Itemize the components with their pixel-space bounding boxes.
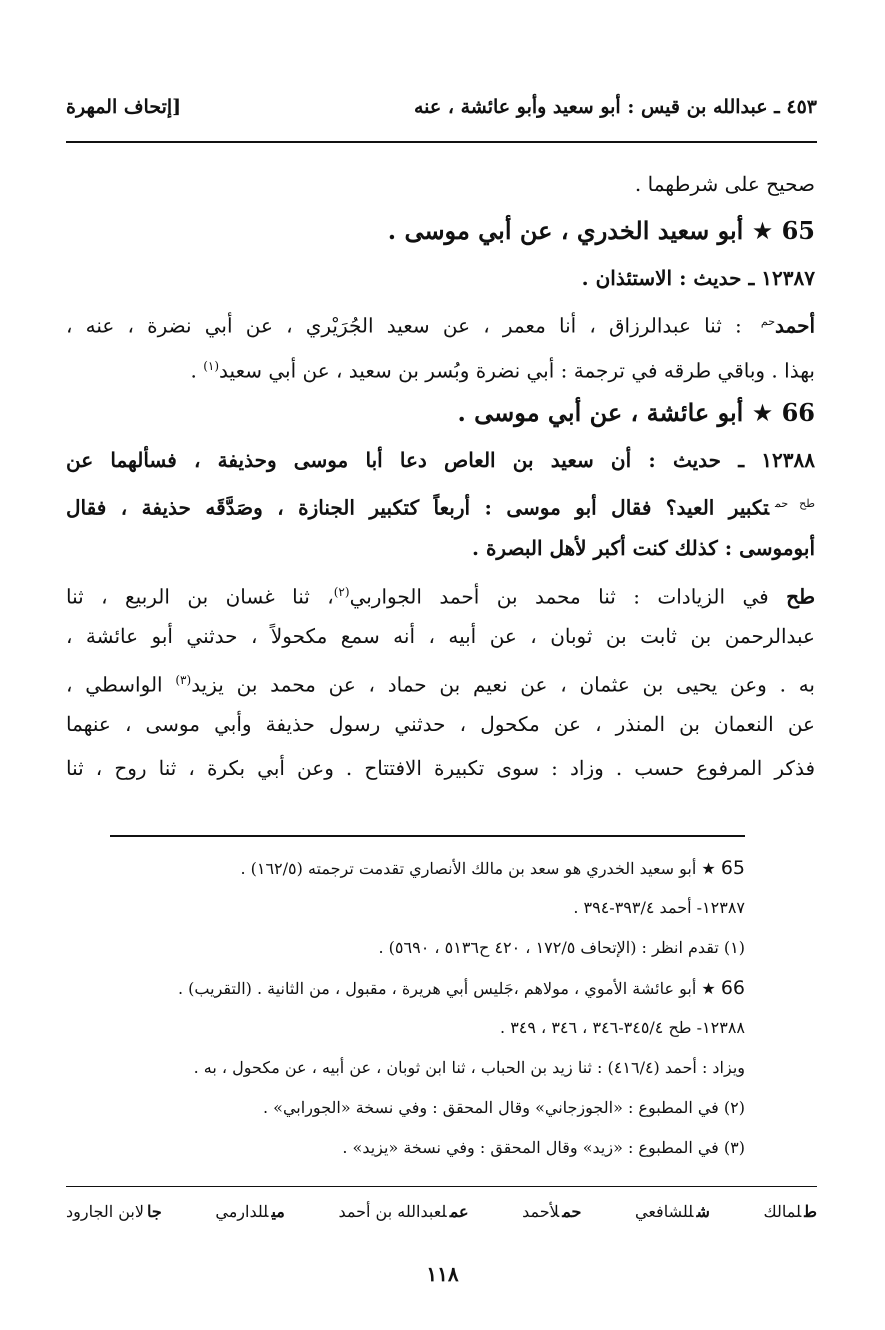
paragraph-line: عن النعمان بن المنذر ، عن مكحول ، حدثني رسول حذيفة وأبي موسى ، عنهما [66,712,815,736]
star-icon: ★ [751,217,774,245]
legend-item [338,1202,468,1221]
entry-title: أبو عائشة ، عن أبي موسى . [457,398,744,427]
source-name: أحمد [775,313,815,338]
legend-abbr: مي [271,1201,285,1221]
footnote: ١٢٣٨٧- أحمد ٣٩٣/٤-٣٩٤ . [573,898,745,917]
footnote-text: أبو عائشة الأموي ، مولاهم ،جَليس أبي هريرة ، مقبول ، من الثانية . (التقريب) . [177,979,697,998]
text-line: صحيح على شرطهما . [634,172,815,196]
legend-item [763,1202,817,1221]
footnote [100,968,745,1008]
hadith-text-line [66,300,815,344]
entry-number: 65 [781,216,815,245]
main-text [66,162,815,790]
footnote: ويزاد : أحمد (٤١٦/٤) : ثنا زيد بن الحباب ، ثنا ابن ثوبان ، عن أبيه ، عن مكحول ، به . [193,1058,745,1077]
running-header [66,92,817,122]
header-book-title: [إتحاف المهرة [66,96,182,118]
entry-number: 65 [720,857,745,879]
footnote: (١) تقدم انظر : (الإتحاف ١٧٢/٥ ، ٤٢٠ ح٥١٣٦ ، ٥٦٩٠) . [378,938,745,957]
legend-abbr: عم [449,1201,469,1221]
hadith-title-12387: ١٢٣٨٧ ـ حديث : الاستئذان . [581,266,815,290]
hadith-text-line: أبوموسى : كذلك كنت أكبر لأهل البصرة . [472,536,815,560]
legend-item [522,1202,581,1221]
hadith-text: تكبير العيد؟ فقال أبو موسى : أربعاً كتكبير الجنازة ، وصَدَّقَه حذيفة ، فقال [66,495,769,520]
paragraph-line [66,658,815,702]
entry-number: 66 [781,398,815,427]
legend-abbr: جا [146,1201,162,1221]
legend-item [66,1202,162,1221]
star-icon: ★ [701,979,716,998]
legend-divider [66,1186,817,1187]
footnote: (٣) في المطبوع : «زيد» وقال المحقق : وفي نسخة «يزيد» . [342,1138,745,1157]
paragraph-text: ، ثنا غسان بن الربيع ، ثنا [66,584,334,609]
legend-item [635,1202,710,1221]
source-mark: حم [760,315,776,328]
header-divider [66,141,817,143]
source-mark: طح حم [775,497,815,510]
legend-label: للشافعي [635,1201,694,1221]
paragraph-text: به . وعن يحيى بن عثمان ، عن نعيم بن حماد ، عن محمد بن يزيد [191,672,815,697]
hadith-text-line [66,482,815,526]
paragraph-line [66,570,815,614]
legend-label: لابن الجارود [66,1201,144,1221]
star-icon: ★ [701,859,716,878]
header-chapter-title: ٤٥٣ ـ عبدالله بن قيس : أبو سعيد وأبو عائشة ، عنه [413,96,817,118]
hadith-text: : ثنا عبدالرزاق ، أنا معمر ، عن سعيد الجُرَيْري ، عن أبي نضرة ، عنه ، [66,313,755,338]
abbreviation-legend [66,1194,817,1228]
paragraph-line: فذكر المرفوع حسب . وزاد : سوى تكبيرة الافتتاح . وعن أبي بكرة ، ثنا روح ، ثنا [66,756,815,780]
footnote [100,848,745,888]
star-icon: ★ [751,399,774,427]
hadith-text: . [190,358,204,383]
page-number: ١١٨ [426,1262,459,1286]
legend-label: للدارمي [215,1201,269,1221]
legend-abbr: ط [804,1201,817,1221]
legend-abbr: حم [562,1201,582,1221]
paragraph-line: عبدالرحمن بن ثابت بن ثوبان ، عن أبيه ، أنه سمع مكحولاً ، حدثني أبو عائشة ، [66,624,815,648]
legend-label: لعبدالله بن أحمد [338,1201,447,1221]
legend-item [215,1202,284,1221]
entry-number: 66 [720,977,745,999]
hadith-title-12388: ١٢٣٨٨ ـ حديث : أن سعيد بن العاص دعا أبا موسى وحذيفة ، فسألهما عن [66,448,815,472]
footnote-ref: (٣) [175,673,192,687]
footnote-text: أبو سعيد الخدري هو سعد بن مالك الأنصاري تقدمت ترجمته (١٦٢/٥) . [240,859,697,878]
footnotes [100,848,745,1168]
source-name: طح [786,584,815,609]
paragraph-text: الواسطي ، [66,672,176,697]
legend-label: لأحمد [522,1201,560,1221]
paragraph-text: في الزيادات : ثنا محمد بن أحمد الجواربي [349,584,787,609]
footnote: ١٢٣٨٨- طح ٣٤٥/٤-٣٤٦ ، ٣٤٦ ، ٣٤٩ . [500,1018,745,1037]
footnote-ref: (١) [203,359,220,373]
hadith-text: بهذا . وباقي طرقه في ترجمة : أبي نضرة وبُسر بن سعيد ، عن أبي سعيد [219,358,815,383]
entry-heading-66 [66,388,815,438]
footnote-divider [110,835,745,837]
footnote-ref: (٢) [333,585,350,599]
entry-title: أبو سعيد الخدري ، عن أبي موسى . [387,216,744,245]
entry-heading-65 [66,206,815,256]
legend-label: لمالك [763,1201,802,1221]
legend-abbr: ش [696,1201,710,1221]
footnote: (٢) في المطبوع : «الجوزجاني» وقال المحقق : وفي نسخة «الجورابي» . [263,1098,745,1117]
hadith-text-line [66,344,815,388]
